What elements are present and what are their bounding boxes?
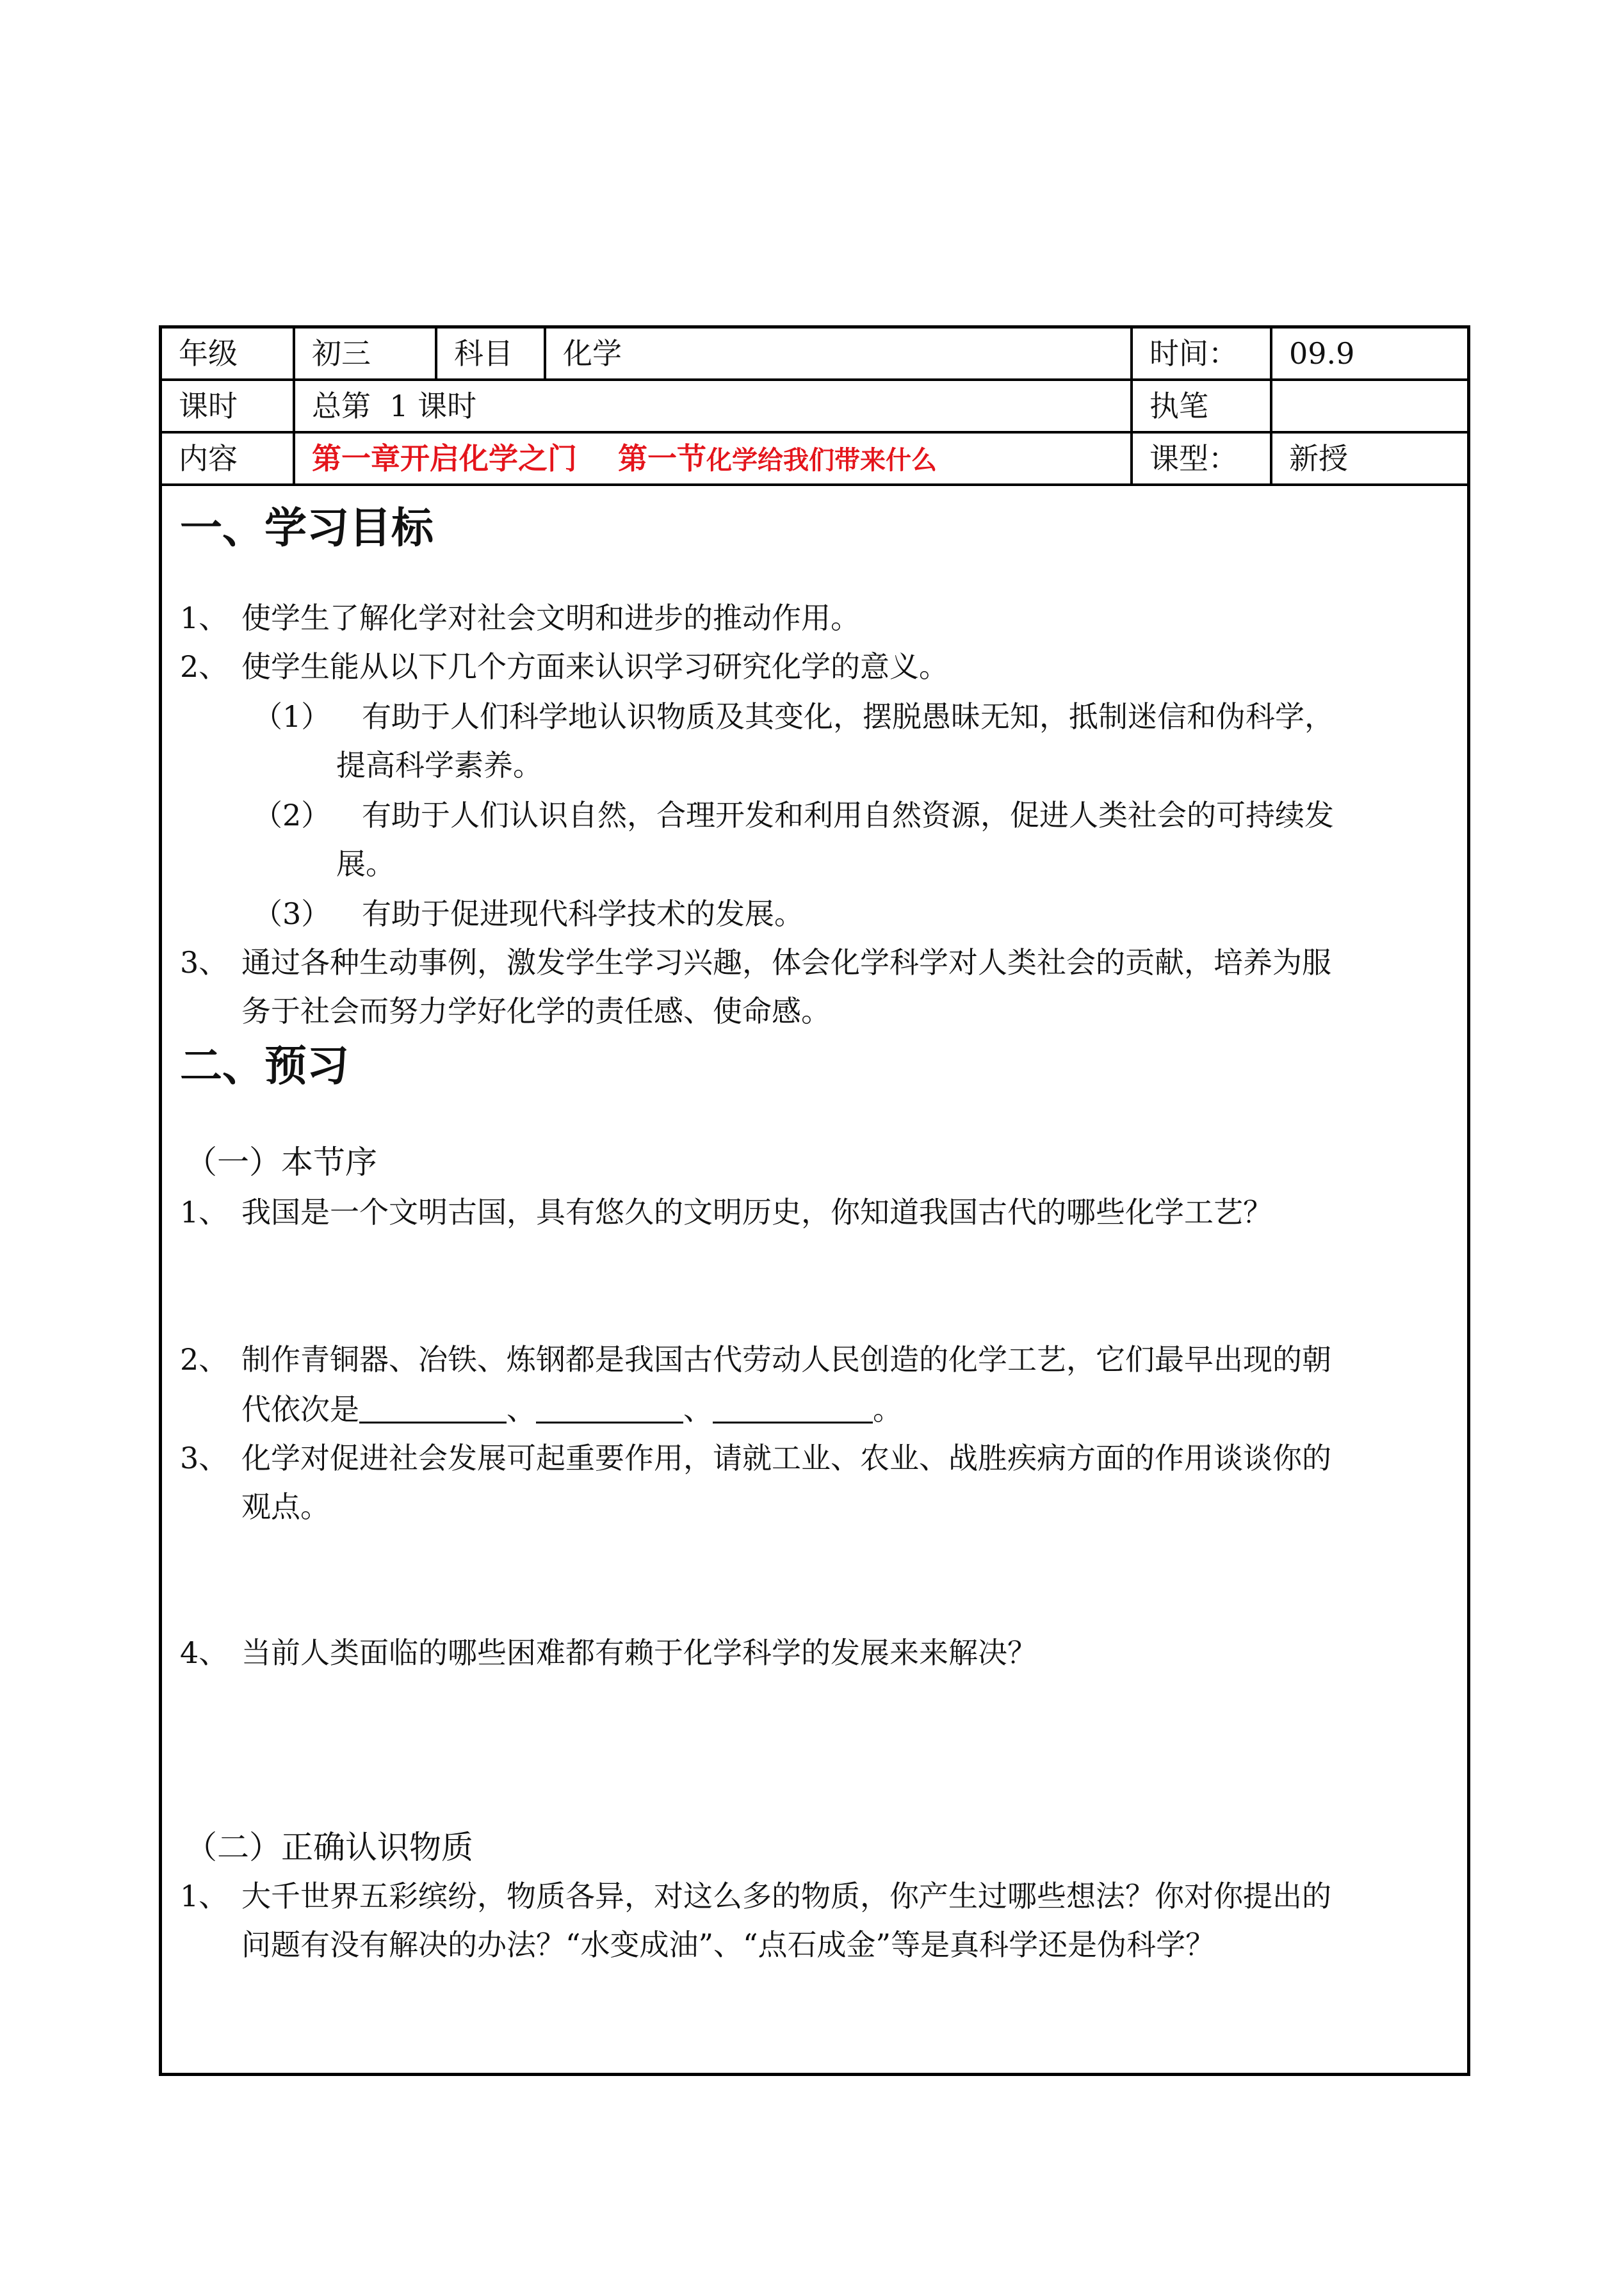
- answer-blank-1[interactable]: [359, 1393, 507, 1423]
- question-5-line2: 问题有没有解决的办法？“水变成油”、“点石成金”等是真科学还是伪科学？: [241, 1927, 1215, 1962]
- objective-3-line1: 通过各种生动事例，激发学生学习兴趣，体会化学科学对人类社会的贡献，培养为服: [241, 945, 1331, 980]
- objective-2-1-line1: 有助于人们科学地认识物质及其变化，摆脱愚昧无知，抵制迷信和伪科学，: [362, 699, 1334, 734]
- content-label: 内容: [162, 434, 295, 483]
- header-row-2: [162, 381, 1467, 434]
- question-5-line1: 大千世界五彩缤纷，物质各异，对这么多的物质，你产生过哪些想法？你对你提出的: [241, 1879, 1331, 1913]
- question-3-line2: 观点。: [241, 1489, 330, 1524]
- sub-item-number: （1）: [253, 699, 331, 734]
- objective-2: 使学生能从以下几个方面来认识学习研究化学的意义。: [241, 649, 948, 684]
- question-number: 3、: [180, 1441, 229, 1475]
- sub-item-number: （3）: [253, 896, 331, 931]
- item-number: 3、: [180, 945, 229, 980]
- chapter-title: 第一章开启化学之门 第一节: [312, 441, 707, 476]
- content-value: [295, 434, 1133, 483]
- header-row-3: [162, 434, 1467, 486]
- grade-value: 初三: [295, 328, 437, 378]
- subsection-title: （二）正确认识物质: [185, 1829, 473, 1866]
- question-number: 2、: [180, 1342, 229, 1377]
- item-number: 1、: [180, 601, 229, 635]
- question-2-prefix: 代依次是: [241, 1392, 359, 1427]
- objective-2-2-line2: 展。: [336, 847, 395, 881]
- question-number: 1、: [180, 1879, 229, 1913]
- item-number: 2、: [180, 649, 229, 684]
- subsection-title: （一）本节序: [185, 1144, 377, 1181]
- section-title: 化学给我们带来什么: [706, 445, 938, 475]
- answer-blank-3[interactable]: [713, 1393, 873, 1423]
- time-label: 时间：: [1133, 328, 1272, 378]
- writer-label: 执笔: [1133, 381, 1272, 431]
- answer-blank-2[interactable]: [536, 1393, 683, 1423]
- question-1: 我国是一个文明古国，具有悠久的文明历史，你知道我国古代的哪些化学工艺？: [241, 1195, 1272, 1229]
- objective-1: 使学生了解化学对社会文明和进步的推动作用。: [241, 601, 860, 635]
- question-2-line1: 制作青铜器、冶铁、炼钢都是我国古代劳动人民创造的化学工艺，它们最早出现的朝: [241, 1342, 1331, 1377]
- subject-label: 科目: [437, 328, 546, 378]
- period-label: 课时: [162, 381, 295, 431]
- question-2-end: 。: [873, 1392, 902, 1427]
- lesson-plan-frame: [159, 325, 1470, 2076]
- separator: 、: [683, 1392, 713, 1427]
- grade-label: 年级: [162, 328, 295, 378]
- objective-3-line2: 务于社会而努力学好化学的责任感、使命感。: [241, 994, 831, 1028]
- question-number: 1、: [180, 1195, 229, 1229]
- header-row-1: [162, 328, 1467, 381]
- type-value: 新授: [1289, 441, 1348, 476]
- separator: 、: [507, 1392, 536, 1427]
- writer-value: [1272, 381, 1467, 431]
- question-3-line1: 化学对促进社会发展可起重要作用，请就工业、农业、战胜疾病方面的作用谈谈你的: [241, 1441, 1331, 1475]
- section-objectives-title: 一、学习目标: [180, 503, 434, 553]
- question-4: 当前人类面临的哪些困难都有赖于化学科学的发展来来解决？: [241, 1635, 1037, 1670]
- objective-2-3: 有助于促进现代科学技术的发展。: [362, 896, 804, 931]
- subject-value: 化学: [546, 328, 1133, 378]
- objective-2-1-line2: 提高科学素养。: [336, 748, 542, 783]
- section-preview-title: 二、预习: [180, 1041, 349, 1091]
- sub-item-number: （2）: [253, 798, 331, 832]
- time-value: 09.9: [1289, 336, 1355, 371]
- period-value: 总第 1 课时: [295, 381, 1133, 431]
- question-number: 4、: [180, 1635, 229, 1670]
- objective-2-2-line1: 有助于人们认识自然，合理开发和利用自然资源，促进人类社会的可持续发: [362, 798, 1334, 832]
- type-label: 课型：: [1133, 434, 1272, 483]
- question-2-line2: [241, 1386, 902, 1429]
